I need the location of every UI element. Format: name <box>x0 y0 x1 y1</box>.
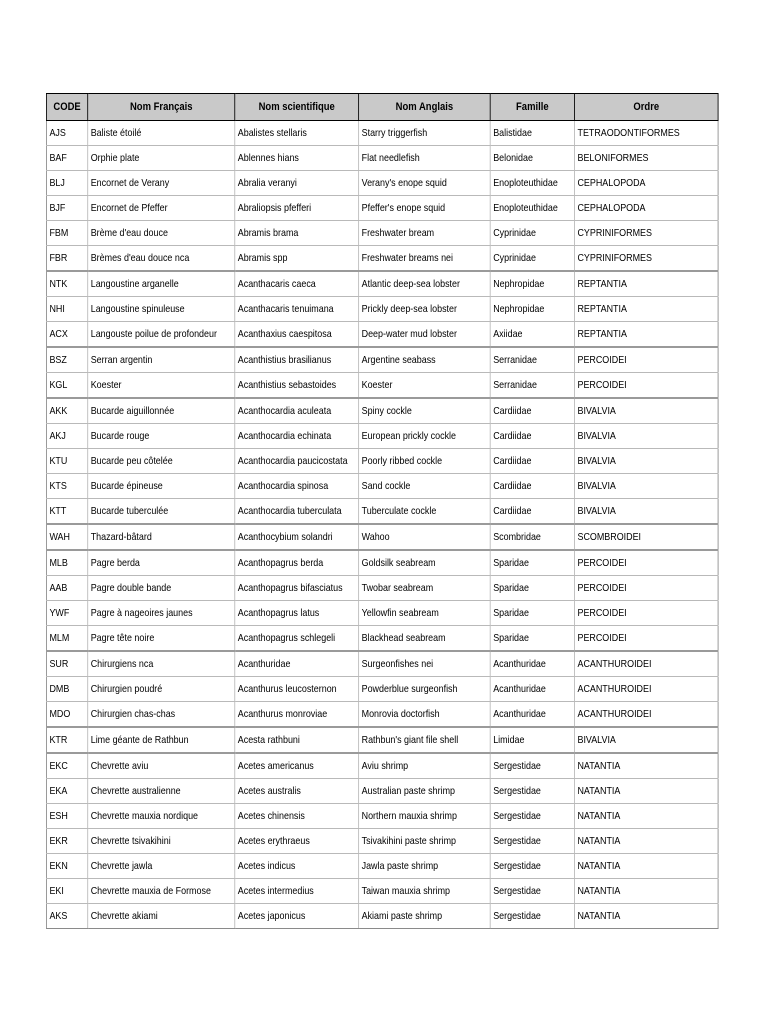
table-row <box>46 879 718 904</box>
cell-nom-francais: Langouste poilue de profondeur <box>88 322 235 348</box>
table-row <box>46 524 718 550</box>
table-row <box>46 424 718 449</box>
cell-nom-scientifique: Acetes australis <box>235 779 359 804</box>
cell-nom-francais: Bucarde peu côtelée <box>88 449 235 474</box>
cell-nom-anglais: Deep-water mud lobster <box>359 322 491 348</box>
cell-ordre: PERCOIDEI <box>574 550 718 576</box>
cell-nom-francais: Brème d'eau douce <box>88 221 235 246</box>
cell-ordre: BIVALVIA <box>574 727 718 753</box>
cell-famille: Scombridae <box>490 524 574 550</box>
cell-nom-francais: Chevrette mauxia de Formose <box>88 879 235 904</box>
cell-famille: Sergestidae <box>490 854 574 879</box>
table-row <box>46 601 718 626</box>
cell-code: ACX <box>46 322 87 348</box>
header-nom-anglais: Nom Anglais <box>359 94 491 121</box>
cell-nom-francais: Chevrette australienne <box>88 779 235 804</box>
table-row <box>46 171 718 196</box>
table-row <box>46 221 718 246</box>
species-table-sheet <box>46 93 718 929</box>
cell-ordre: NATANTIA <box>574 779 718 804</box>
cell-famille: Sergestidae <box>490 804 574 829</box>
cell-nom-anglais: Wahoo <box>359 524 491 550</box>
table-row <box>46 854 718 879</box>
cell-nom-francais: Bucarde rouge <box>88 424 235 449</box>
cell-code: AJS <box>46 121 87 146</box>
cell-nom-francais: Bucarde tuberculée <box>88 499 235 525</box>
cell-famille: Sparidae <box>490 576 574 601</box>
cell-nom-francais: Baliste étoilé <box>88 121 235 146</box>
header-ordre: Ordre <box>574 94 718 121</box>
cell-nom-scientifique: Acanthocardia aculeata <box>235 398 359 424</box>
cell-nom-francais: Encornet de Verany <box>88 171 235 196</box>
cell-code: KTT <box>46 499 87 525</box>
cell-nom-scientifique: Acesta rathbuni <box>235 727 359 753</box>
cell-famille: Serranidae <box>490 373 574 399</box>
cell-code: AKJ <box>46 424 87 449</box>
cell-ordre: ACANTHUROIDEI <box>574 677 718 702</box>
cell-code: ESH <box>46 804 87 829</box>
cell-nom-scientifique: Abralia veranyi <box>235 171 359 196</box>
cell-famille: Sergestidae <box>490 879 574 904</box>
table-row <box>46 347 718 373</box>
cell-ordre: BIVALVIA <box>574 474 718 499</box>
cell-famille: Cardiidae <box>490 474 574 499</box>
cell-famille: Cardiidae <box>490 424 574 449</box>
cell-famille: Sparidae <box>490 626 574 652</box>
cell-famille: Enoploteuthidae <box>490 171 574 196</box>
cell-famille: Sparidae <box>490 601 574 626</box>
cell-famille: Nephropidae <box>490 297 574 322</box>
table-row <box>46 474 718 499</box>
cell-nom-anglais: Blackhead seabream <box>359 626 491 652</box>
cell-nom-scientifique: Acanthocybium solandri <box>235 524 359 550</box>
cell-nom-francais: Chevrette aviu <box>88 753 235 779</box>
header-code: CODE <box>46 94 87 121</box>
cell-nom-anglais: Freshwater bream <box>359 221 491 246</box>
cell-nom-anglais: Starry triggerfish <box>359 121 491 146</box>
cell-famille: Serranidae <box>490 347 574 373</box>
cell-nom-anglais: Flat needlefish <box>359 146 491 171</box>
cell-code: NHI <box>46 297 87 322</box>
header-nom-francais: Nom Français <box>88 94 235 121</box>
cell-code: AKK <box>46 398 87 424</box>
cell-famille: Belonidae <box>490 146 574 171</box>
cell-nom-anglais: Sand cockle <box>359 474 491 499</box>
cell-nom-anglais: Freshwater breams nei <box>359 246 491 272</box>
cell-code: MLM <box>46 626 87 652</box>
table-body <box>46 121 718 929</box>
cell-ordre: BIVALVIA <box>574 449 718 474</box>
cell-ordre: ACANTHUROIDEI <box>574 702 718 728</box>
table-header-row <box>46 94 718 121</box>
cell-nom-anglais: Monrovia doctorfish <box>359 702 491 728</box>
cell-ordre: NATANTIA <box>574 854 718 879</box>
cell-nom-francais: Bucarde aiguillonnée <box>88 398 235 424</box>
cell-ordre: PERCOIDEI <box>574 626 718 652</box>
cell-ordre: CYPRINIFORMES <box>574 221 718 246</box>
cell-nom-francais: Serran argentin <box>88 347 235 373</box>
cell-nom-francais: Chirurgiens nca <box>88 651 235 677</box>
table-row <box>46 373 718 399</box>
cell-nom-anglais: Taiwan mauxia shrimp <box>359 879 491 904</box>
cell-nom-scientifique: Acanthacaris tenuimana <box>235 297 359 322</box>
cell-code: BJF <box>46 196 87 221</box>
cell-code: BLJ <box>46 171 87 196</box>
cell-ordre: ACANTHUROIDEI <box>574 651 718 677</box>
cell-code: FBM <box>46 221 87 246</box>
cell-ordre: BIVALVIA <box>574 424 718 449</box>
cell-nom-anglais: Atlantic deep-sea lobster <box>359 271 491 297</box>
cell-nom-scientifique: Abramis spp <box>235 246 359 272</box>
cell-nom-scientifique: Acanthuridae <box>235 651 359 677</box>
cell-nom-scientifique: Acanthopagrus bifasciatus <box>235 576 359 601</box>
cell-code: EKR <box>46 829 87 854</box>
cell-nom-anglais: Argentine seabass <box>359 347 491 373</box>
cell-nom-scientifique: Acanthistius sebastoides <box>235 373 359 399</box>
cell-ordre: NATANTIA <box>574 804 718 829</box>
cell-code: KTR <box>46 727 87 753</box>
species-table <box>46 93 719 929</box>
cell-code: EKA <box>46 779 87 804</box>
cell-nom-scientifique: Acanthurus monroviae <box>235 702 359 728</box>
cell-code: EKC <box>46 753 87 779</box>
cell-nom-anglais: Powderblue surgeonfish <box>359 677 491 702</box>
table-row <box>46 297 718 322</box>
cell-nom-anglais: Spiny cockle <box>359 398 491 424</box>
cell-nom-scientifique: Acanthacaris caeca <box>235 271 359 297</box>
cell-famille: Cardiidae <box>490 449 574 474</box>
cell-nom-anglais: Koester <box>359 373 491 399</box>
cell-code: MLB <box>46 550 87 576</box>
cell-nom-anglais: Rathbun's giant file shell <box>359 727 491 753</box>
cell-nom-scientifique: Acanthocardia spinosa <box>235 474 359 499</box>
cell-code: BAF <box>46 146 87 171</box>
cell-nom-scientifique: Abalistes stellaris <box>235 121 359 146</box>
cell-nom-anglais: Surgeonfishes nei <box>359 651 491 677</box>
cell-famille: Balistidae <box>490 121 574 146</box>
table-row <box>46 196 718 221</box>
cell-famille: Axiidae <box>490 322 574 348</box>
cell-nom-anglais: Akiami paste shrimp <box>359 904 491 929</box>
cell-famille: Sergestidae <box>490 753 574 779</box>
cell-ordre: PERCOIDEI <box>574 576 718 601</box>
cell-nom-francais: Pagre à nageoires jaunes <box>88 601 235 626</box>
cell-code: MDO <box>46 702 87 728</box>
cell-nom-scientifique: Acanthaxius caespitosa <box>235 322 359 348</box>
cell-code: KTS <box>46 474 87 499</box>
cell-nom-scientifique: Acanthocardia paucicostata <box>235 449 359 474</box>
table-row <box>46 677 718 702</box>
cell-code: AAB <box>46 576 87 601</box>
cell-nom-francais: Pagre double bande <box>88 576 235 601</box>
cell-famille: Cyprinidae <box>490 246 574 272</box>
cell-ordre: REPTANTIA <box>574 322 718 348</box>
header-nom-scientifique: Nom scientifique <box>235 94 359 121</box>
cell-code: AKS <box>46 904 87 929</box>
cell-code: WAH <box>46 524 87 550</box>
cell-ordre: PERCOIDEI <box>574 347 718 373</box>
cell-nom-anglais: Prickly deep-sea lobster <box>359 297 491 322</box>
cell-nom-anglais: Northern mauxia shrimp <box>359 804 491 829</box>
cell-famille: Cardiidae <box>490 398 574 424</box>
cell-nom-francais: Bucarde épineuse <box>88 474 235 499</box>
cell-ordre: CEPHALOPODA <box>574 196 718 221</box>
cell-nom-scientifique: Acetes japonicus <box>235 904 359 929</box>
cell-ordre: NATANTIA <box>574 904 718 929</box>
table-row <box>46 550 718 576</box>
cell-nom-francais: Encornet de Pfeffer <box>88 196 235 221</box>
cell-famille: Acanthuridae <box>490 702 574 728</box>
cell-ordre: NATANTIA <box>574 753 718 779</box>
cell-nom-anglais: European prickly cockle <box>359 424 491 449</box>
table-row <box>46 499 718 525</box>
cell-ordre: NATANTIA <box>574 829 718 854</box>
cell-nom-scientifique: Abramis brama <box>235 221 359 246</box>
cell-ordre: SCOMBROIDEI <box>574 524 718 550</box>
cell-ordre: REPTANTIA <box>574 297 718 322</box>
cell-nom-francais: Orphie plate <box>88 146 235 171</box>
cell-nom-francais: Pagre berda <box>88 550 235 576</box>
cell-nom-scientifique: Acanthurus leucosternon <box>235 677 359 702</box>
cell-nom-francais: Chevrette mauxia nordique <box>88 804 235 829</box>
table-row <box>46 727 718 753</box>
cell-ordre: CEPHALOPODA <box>574 171 718 196</box>
cell-nom-anglais: Verany's enope squid <box>359 171 491 196</box>
cell-famille: Sergestidae <box>490 904 574 929</box>
cell-nom-scientifique: Acetes erythraeus <box>235 829 359 854</box>
table-row <box>46 829 718 854</box>
cell-famille: Enoploteuthidae <box>490 196 574 221</box>
cell-nom-scientifique: Acetes intermedius <box>235 879 359 904</box>
cell-famille: Cardiidae <box>490 499 574 525</box>
cell-famille: Limidae <box>490 727 574 753</box>
cell-nom-scientifique: Acetes indicus <box>235 854 359 879</box>
cell-famille: Acanthuridae <box>490 677 574 702</box>
cell-nom-anglais: Australian paste shrimp <box>359 779 491 804</box>
cell-nom-anglais: Pfeffer's enope squid <box>359 196 491 221</box>
cell-nom-francais: Thazard-bâtard <box>88 524 235 550</box>
cell-nom-anglais: Tsivakihini paste shrimp <box>359 829 491 854</box>
cell-nom-francais: Brèmes d'eau douce nca <box>88 246 235 272</box>
cell-ordre: NATANTIA <box>574 879 718 904</box>
cell-code: YWF <box>46 601 87 626</box>
table-row <box>46 121 718 146</box>
cell-nom-anglais: Aviu shrimp <box>359 753 491 779</box>
cell-code: EKN <box>46 854 87 879</box>
cell-code: EKI <box>46 879 87 904</box>
table-row <box>46 702 718 728</box>
cell-code: SUR <box>46 651 87 677</box>
cell-nom-francais: Langoustine spinuleuse <box>88 297 235 322</box>
cell-famille: Sparidae <box>490 550 574 576</box>
table-row <box>46 271 718 297</box>
cell-nom-anglais: Jawla paste shrimp <box>359 854 491 879</box>
table-row <box>46 146 718 171</box>
cell-ordre: PERCOIDEI <box>574 373 718 399</box>
table-row <box>46 576 718 601</box>
table-row <box>46 651 718 677</box>
cell-famille: Acanthuridae <box>490 651 574 677</box>
cell-nom-anglais: Yellowfin seabream <box>359 601 491 626</box>
cell-nom-anglais: Poorly ribbed cockle <box>359 449 491 474</box>
cell-ordre: BIVALVIA <box>574 499 718 525</box>
cell-ordre: REPTANTIA <box>574 271 718 297</box>
cell-nom-francais: Chirurgien poudré <box>88 677 235 702</box>
header-famille: Famille <box>490 94 574 121</box>
cell-nom-scientifique: Ablennes hians <box>235 146 359 171</box>
cell-nom-scientifique: Acanthopagrus berda <box>235 550 359 576</box>
cell-nom-francais: Chevrette akiami <box>88 904 235 929</box>
table-row <box>46 626 718 652</box>
cell-code: FBR <box>46 246 87 272</box>
cell-nom-francais: Chirurgien chas-chas <box>88 702 235 728</box>
table-row <box>46 246 718 272</box>
cell-ordre: BIVALVIA <box>574 398 718 424</box>
cell-ordre: CYPRINIFORMES <box>574 246 718 272</box>
cell-ordre: BELONIFORMES <box>574 146 718 171</box>
cell-nom-francais: Langoustine arganelle <box>88 271 235 297</box>
cell-famille: Nephropidae <box>490 271 574 297</box>
cell-famille: Sergestidae <box>490 779 574 804</box>
cell-nom-scientifique: Acanthopagrus latus <box>235 601 359 626</box>
table-row <box>46 779 718 804</box>
cell-nom-francais: Chevrette tsivakihini <box>88 829 235 854</box>
cell-code: BSZ <box>46 347 87 373</box>
cell-nom-anglais: Goldsilk seabream <box>359 550 491 576</box>
cell-code: DMB <box>46 677 87 702</box>
cell-nom-francais: Pagre tête noire <box>88 626 235 652</box>
cell-code: KGL <box>46 373 87 399</box>
cell-code: NTK <box>46 271 87 297</box>
cell-nom-scientifique: Acanthocardia tuberculata <box>235 499 359 525</box>
cell-nom-scientifique: Acetes chinensis <box>235 804 359 829</box>
cell-nom-scientifique: Acetes americanus <box>235 753 359 779</box>
cell-code: KTU <box>46 449 87 474</box>
cell-nom-scientifique: Acanthistius brasilianus <box>235 347 359 373</box>
cell-famille: Cyprinidae <box>490 221 574 246</box>
cell-ordre: TETRAODONTIFORMES <box>574 121 718 146</box>
cell-nom-scientifique: Acanthocardia echinata <box>235 424 359 449</box>
cell-nom-francais: Chevrette jawla <box>88 854 235 879</box>
table-row <box>46 449 718 474</box>
table-row <box>46 398 718 424</box>
cell-nom-francais: Lime géante de Rathbun <box>88 727 235 753</box>
cell-famille: Sergestidae <box>490 829 574 854</box>
cell-nom-francais: Koester <box>88 373 235 399</box>
cell-nom-scientifique: Abraliopsis pfefferi <box>235 196 359 221</box>
table-row <box>46 904 718 929</box>
table-row <box>46 804 718 829</box>
cell-nom-anglais: Twobar seabream <box>359 576 491 601</box>
cell-nom-anglais: Tuberculate cockle <box>359 499 491 525</box>
table-row <box>46 322 718 348</box>
cell-nom-scientifique: Acanthopagrus schlegeli <box>235 626 359 652</box>
table-row <box>46 753 718 779</box>
cell-ordre: PERCOIDEI <box>574 601 718 626</box>
